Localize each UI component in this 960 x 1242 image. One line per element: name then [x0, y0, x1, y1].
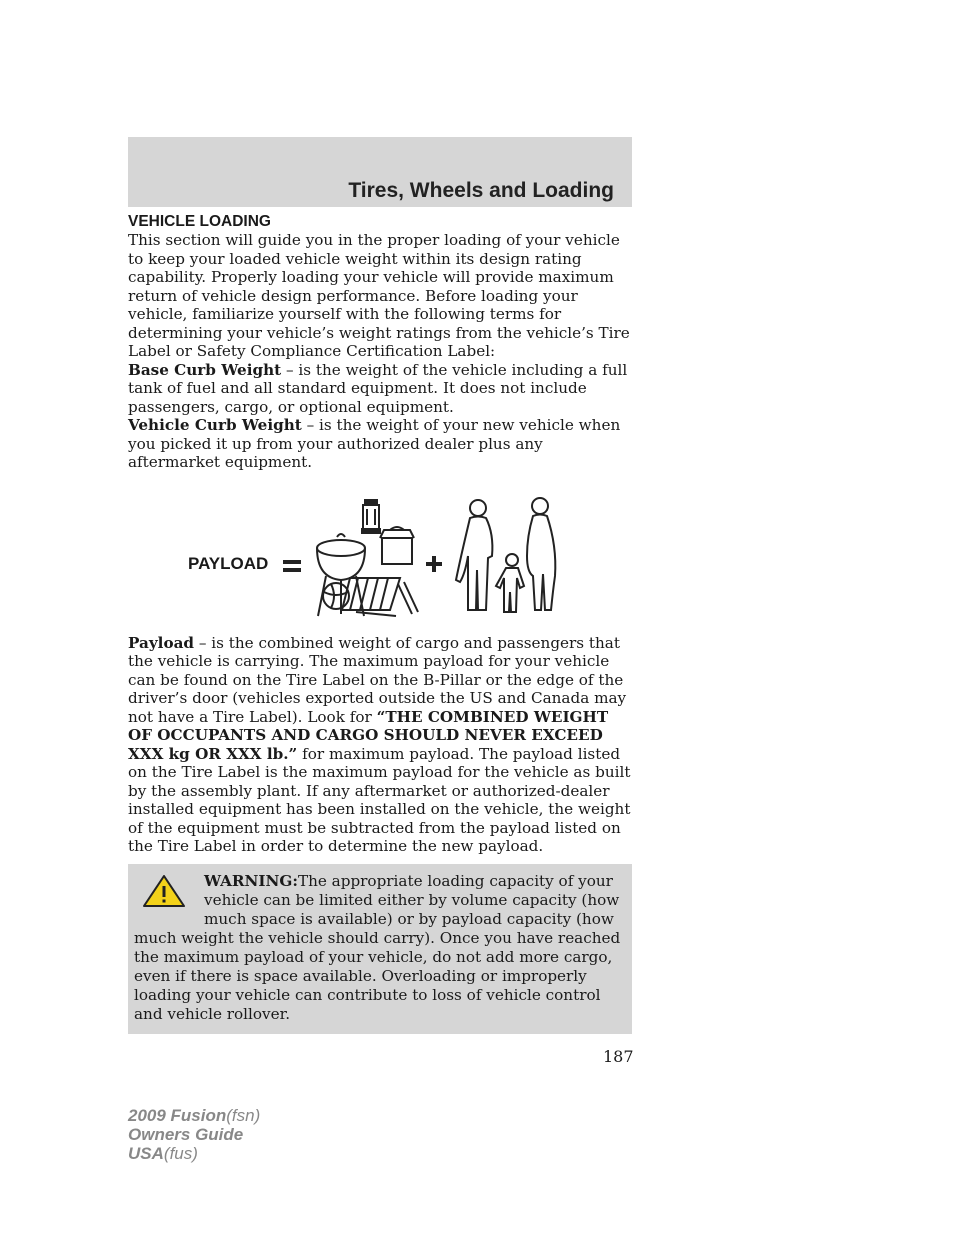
footer-model-code: (fsn) [226, 1106, 261, 1125]
section-title: VEHICLE LOADING [128, 213, 271, 230]
section-header-title: Tires, Wheels and Loading [348, 179, 614, 202]
footer-guide: Owners Guide [128, 1125, 244, 1144]
footer-market: USA [128, 1144, 164, 1163]
plus-sign-icon [426, 556, 442, 572]
payload-paragraph [128, 634, 632, 856]
footer-model: 2009 Fusion [128, 1106, 227, 1125]
equals-sign-icon [283, 560, 301, 572]
payload-definition-b: for maximum payload. The payload listed on the Tire Label is the maximum payload for the vehicle as built by the assembly plant. If any aftermarket or authorized-dealer installed equipment has been installed on the vehicle, the weight of the equipment must be subtracted from the payload listed on the Tire Label in order to determine the new payload. [128, 744, 631, 855]
footer-market-code: (fus) [163, 1144, 198, 1163]
payload-figure [128, 488, 632, 620]
warning-text: The appropriate loading capacity of your vehicle can be limited either by volume capacity (how much space is available) or by payload capacity (how much weight the vehicle should carry). Once you have reached the maximum payload of your vehicle, do not add more cargo, even if there is space available. Overloading or improperly loading your vehicle can contribute to loss of vehicle control and vehicle rollover. [134, 871, 621, 1023]
payload-label: PAYLOAD [188, 553, 269, 573]
base-curb-weight-definition: – is the weight of the vehicle including a full tank of fuel and all standard equipment. It does not include passengers, cargo, or optional equipment. [128, 360, 628, 416]
vehicle-curb-weight-definition: – is the weight of your new vehicle when you picked it up from your authorized dealer plus any aftermarket equipment. [128, 416, 621, 471]
page-number: 187 [603, 1047, 634, 1066]
vehicle-curb-weight-paragraph [128, 416, 632, 472]
cargo-icon [317, 500, 418, 616]
warning-label: WARNING: [204, 871, 298, 890]
footer-line-2 [128, 1125, 260, 1144]
warning-box [128, 864, 632, 1034]
base-curb-weight-term: Base Curb Weight [128, 360, 282, 379]
payload-definition-a: – is the combined weight of cargo and passengers that the vehicle is carrying. The maximum payload for your vehicle can be found on the Tire Label on the B-Pillar or the edge of the driver’s door (vehicles exported outside the US and Canada may not have a Tire Label). Look for [128, 633, 627, 726]
footer-line-3 [128, 1144, 260, 1163]
section-header-band [128, 137, 632, 207]
base-curb-weight-paragraph [128, 361, 632, 417]
warning-triangle-icon [142, 874, 186, 908]
footer-line-1 [128, 1106, 260, 1125]
document-footer [128, 1106, 260, 1163]
payload-term: Payload [128, 633, 195, 652]
vehicle-curb-weight-term: Vehicle Curb Weight [128, 416, 302, 434]
page-content [128, 212, 632, 1034]
payload-illustration [128, 488, 632, 620]
family-icon [456, 498, 555, 612]
intro-paragraph: This section will guide you in the proper loading of your vehicle to keep your loaded vehicle weight within its design rating capability. Properly loading your vehicle will provide maximum return of vehicle design performance. Before loading your vehicle, familiarize yourself with the following terms for determining your vehicle’s weight ratings from the vehicle’s Tire Label or Safety Compliance Certification Label: [128, 231, 630, 360]
payload-label-emphasis: “THE COMBINED WEIGHT OF OCCUPANTS AND CARGO SHOULD NEVER EXCEED XXX kg OR XXX lb.” [128, 707, 609, 763]
